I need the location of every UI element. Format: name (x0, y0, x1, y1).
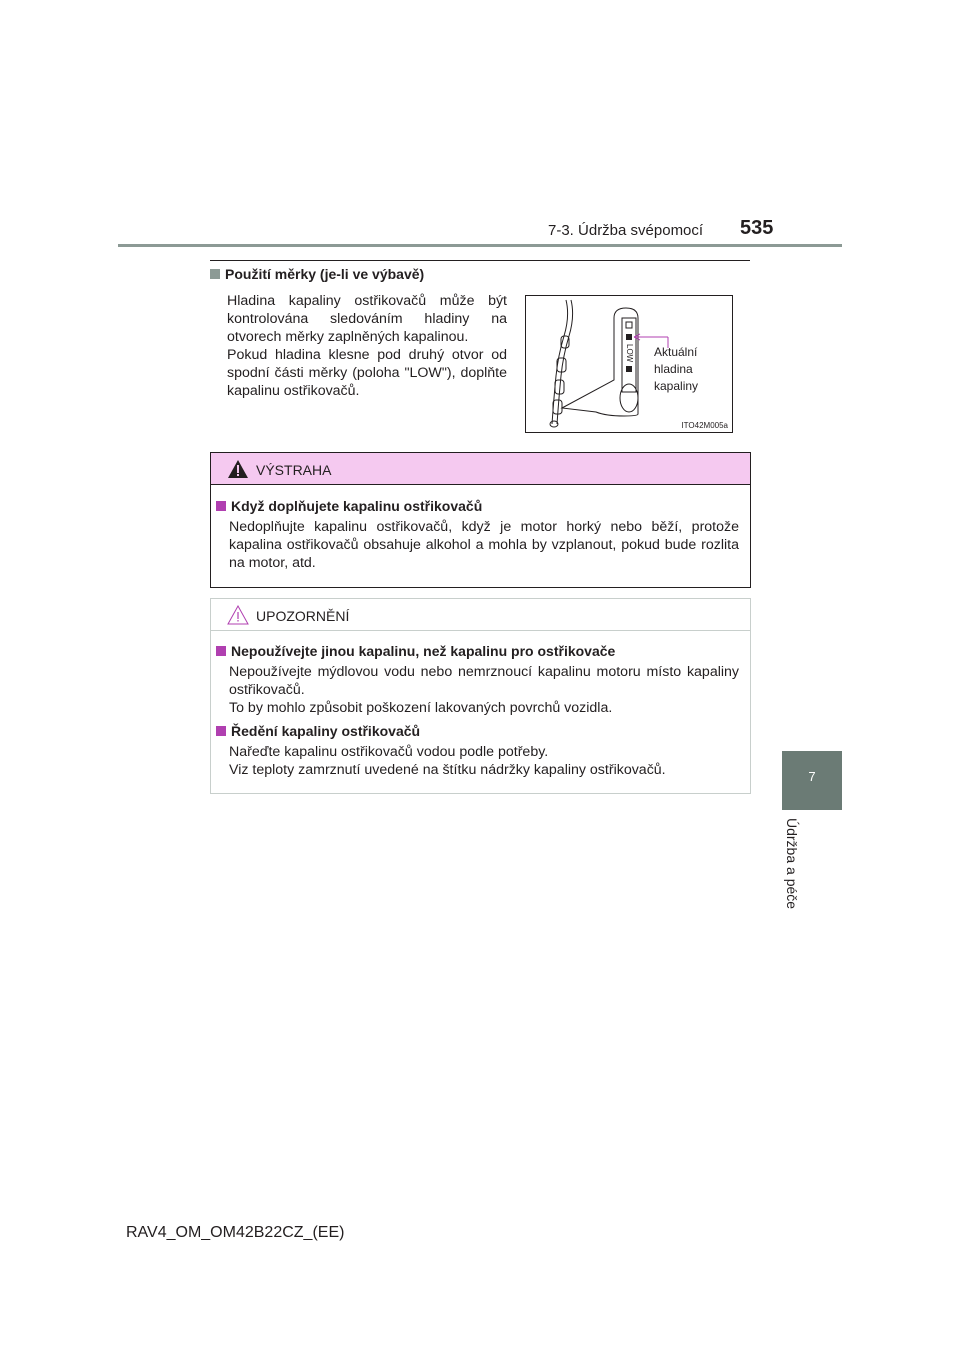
figure-label-line-3: kapaliny (654, 379, 699, 393)
chapter-tab-label-text: Údržba a péče (784, 818, 800, 910)
notice-heading-1 (216, 643, 615, 659)
footer-manual-code: RAV4_OM_OM42B22CZ_(EE) (126, 1224, 345, 1241)
warning-title: VÝSTRAHA (256, 462, 332, 478)
notice-text-1-line-2: To by mohlo způsobit poškození lakovaných povrchů vozidla. (229, 700, 613, 716)
warning-triangle-icon (227, 459, 249, 479)
page-number: 535 (740, 217, 774, 239)
dipstick-paragraph (227, 292, 507, 400)
figure-label (654, 344, 698, 395)
chapter-tab[interactable] (782, 751, 842, 810)
warning-text-paragraph: Nedoplňujte kapalinu ostřikovačů, když je motor horký nebo běží, protože kapalina ostřikovačů obsahuje alkohol a mohla by vzplanout, pokud bude rozlita na motor, atd. (229, 519, 739, 571)
notice-text-2-line-2: Viz teploty zamrznutí uvedené na štítku nádržky kapaliny ostřikovačů. (229, 762, 666, 778)
figure-label-line-2: hladina (654, 362, 693, 376)
warning-box-header (211, 453, 750, 485)
warning-heading (216, 498, 482, 514)
dipstick-heading-text: Použití měrky (je-li ve výbavě) (225, 266, 425, 282)
figure-code: ITO42M005a (681, 421, 728, 430)
square-bullet-icon (216, 501, 226, 511)
notice-title: UPOZORNĚNÍ (256, 608, 350, 624)
dipstick-figure (525, 295, 733, 433)
warning-heading-text: Když doplňujete kapalinu ostřikovačů (231, 498, 483, 514)
dipstick-paragraph-2: Pokud hladina klesne pod druhý otvor od spodní části měrky (poloha "LOW"), doplňte kapalinu ostřikovačů. (227, 347, 507, 399)
notice-text-1 (229, 663, 739, 717)
notice-heading-2 (216, 723, 420, 739)
notice-heading-1-text: Nepoužívejte jinou kapalinu, než kapalinu pro ostřikovače (231, 643, 616, 659)
notice-text-2 (229, 743, 739, 779)
chapter-tab-label (782, 818, 806, 938)
section-rule (210, 260, 750, 261)
warning-text (229, 518, 739, 572)
gauge-low-text: LOW (625, 344, 634, 363)
section-title: 7-3. Údržba svépomocí (548, 222, 704, 239)
dipstick-paragraph-1: Hladina kapaliny ostřikovačů může být kontrolována sledováním hladiny na otvorech měrky zaplněných kapalinou. (227, 293, 507, 345)
dipstick-heading (210, 266, 424, 282)
notice-box-header (211, 599, 750, 631)
header-rule (118, 244, 842, 247)
notice-text-2-line-1: Nařeďte kapalinu ostřikovačů vodou podle potřeby. (229, 744, 549, 760)
warning-box (210, 452, 751, 588)
square-bullet-icon (210, 269, 220, 279)
chapter-tab-number: 7 (808, 769, 816, 784)
square-bullet-icon (216, 646, 226, 656)
notice-box (210, 598, 751, 794)
notice-heading-2-text: Ředění kapaliny ostřikovačů (231, 723, 421, 739)
square-bullet-icon (216, 726, 226, 736)
dipstick-illustration (526, 296, 732, 432)
notice-text-1-line-1: Nepoužívejte mýdlovou vodu nebo nemrznoucí kapalinu motoru místo kapaliny ostřikovačů. (229, 664, 739, 698)
caution-triangle-icon (227, 605, 249, 625)
figure-label-line-1: Aktuální (654, 345, 698, 359)
